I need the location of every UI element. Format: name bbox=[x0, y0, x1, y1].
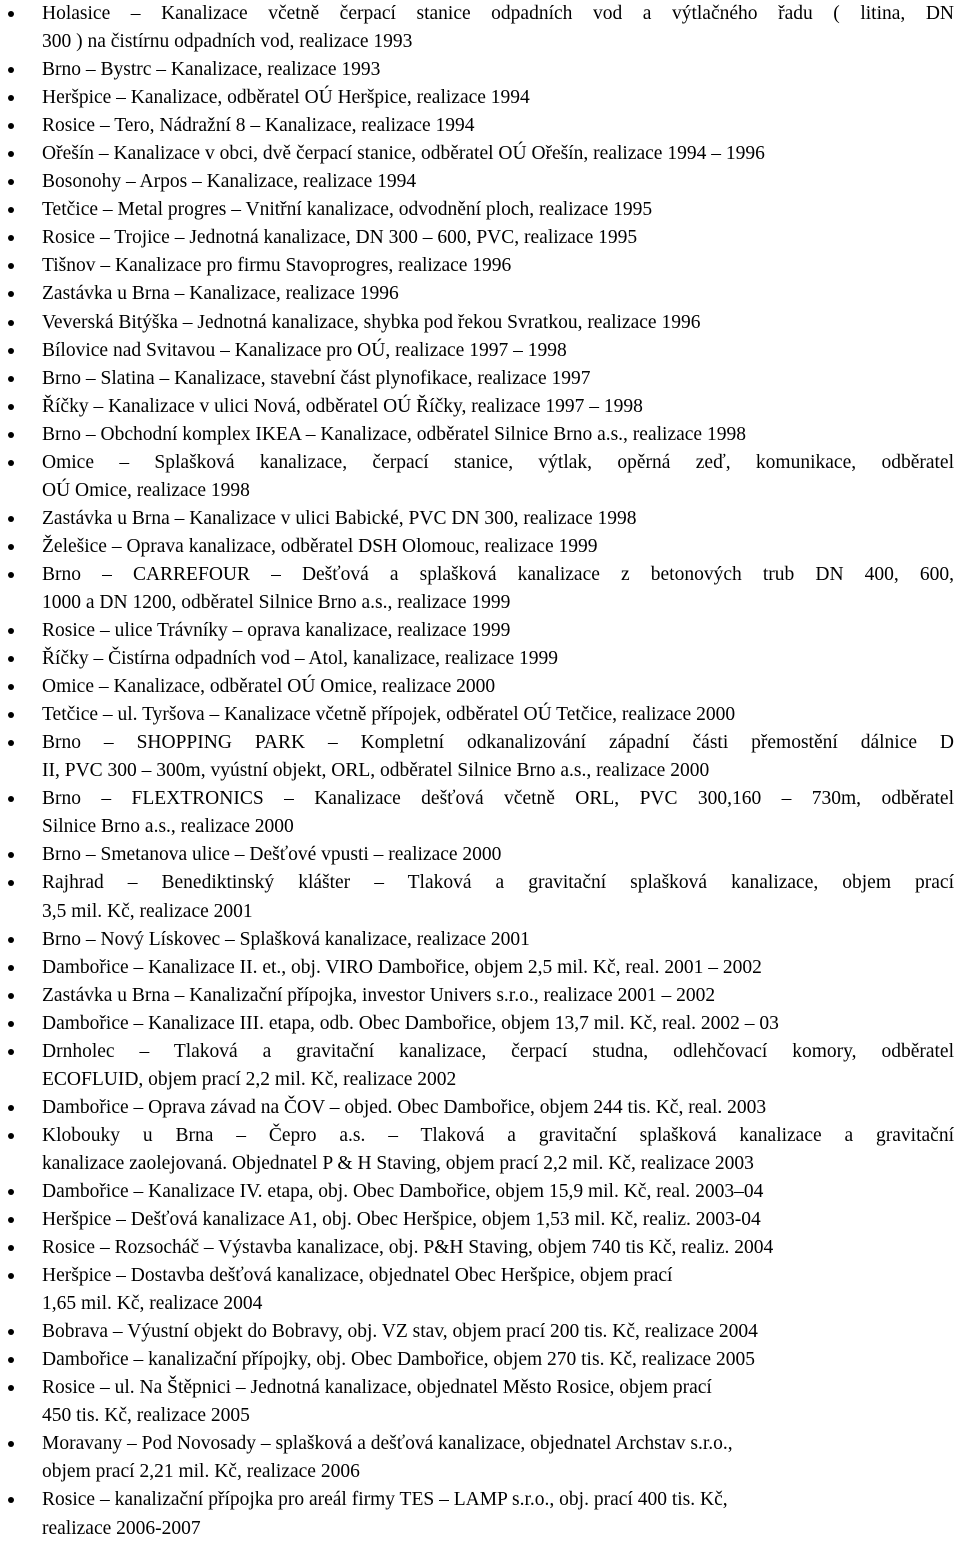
list-item-text: Brno – Nový Lískovec – Splašková kanalizace, realizace 2001 bbox=[42, 928, 530, 950]
list-item-text: Brno – Bystrc – Kanalizace, realizace 1993 bbox=[42, 59, 381, 81]
list-item-text: Dambořice – Oprava závad na ČOV – objed. Obec Dambořice, objem 244 tis. Kč, real. 2003 bbox=[42, 1096, 767, 1118]
list-item bbox=[0, 561, 960, 617]
list-item-text: Rosice – Tero, Nádražní 8 – Kanalizace, realizace 1994 bbox=[42, 115, 475, 137]
list-item bbox=[0, 673, 960, 701]
list-item-text: Dambořice – Kanalizace II. et., obj. VIRO Dambořice, objem 2,5 mil. Kč, real. 2001 – 2002 bbox=[42, 956, 762, 978]
list-item bbox=[0, 982, 960, 1010]
bullet-icon bbox=[8, 348, 14, 354]
bullet-icon bbox=[8, 460, 14, 466]
list-item-text: ECOFLUID, objem prací 2,2 mil. Kč, realizace 2002 bbox=[42, 1068, 457, 1090]
bullet-icon bbox=[8, 263, 14, 269]
list-item bbox=[0, 1374, 960, 1430]
list-item-text: Dambořice – Kanalizace IV. etapa, obj. Obec Dambořice, objem 15,9 mil. Kč, real. 2003–04 bbox=[42, 1180, 764, 1202]
list-item-text: Říčky – Čistírna odpadních vod – Atol, kanalizace, realizace 1999 bbox=[42, 648, 559, 670]
bullet-icon bbox=[8, 1245, 14, 1251]
list-item-text: Brno – SHOPPING PARK – Kompletní odkanalizování západní části přemostění dálnice D bbox=[42, 732, 954, 754]
list-item bbox=[0, 617, 960, 645]
list-item-text: II, PVC 300 – 300m, vyústní objekt, ORL, odběratel Silnice Brno a.s., realizace 2000 bbox=[42, 760, 710, 782]
list-item bbox=[0, 1206, 960, 1234]
list-item bbox=[0, 140, 960, 168]
list-item-text: Silnice Brno a.s., realizace 2000 bbox=[42, 816, 294, 838]
list-item bbox=[0, 1010, 960, 1038]
list-item-text: Klobouky u Brna – Čepro a.s. – Tlaková a gravitační splašková kanalizace a gravitační bbox=[42, 1124, 954, 1146]
list-item bbox=[0, 729, 960, 785]
list-item bbox=[0, 84, 960, 112]
bullet-icon bbox=[8, 1189, 14, 1195]
list-item-text: Rajhrad – Benediktinský klášter – Tlaková a gravitační splašková kanalizace, objem prací bbox=[42, 872, 954, 894]
list-item-text: Rosice – Rozsocháč – Výstavba kanalizace, obj. P&H Staving, objem 740 tis Kč, realiz. 2004 bbox=[42, 1237, 774, 1259]
bullet-icon bbox=[8, 291, 14, 297]
list-item-text: kanalizace zaolejovaná. Objednatel P & H Staving, objem prací 2,2 mil. Kč, realizace 2003 bbox=[42, 1152, 754, 1174]
list-item-text: objem prací 2,21 mil. Kč, realizace 2006 bbox=[42, 1461, 360, 1483]
bullet-icon bbox=[8, 544, 14, 550]
list-item-text: Drnholec – Tlaková a gravitační kanalizace, čerpací studna, odlehčovací komory, odběratel bbox=[42, 1040, 954, 1062]
list-item-text: 1,65 mil. Kč, realizace 2004 bbox=[42, 1293, 263, 1315]
list-item-text: 3,5 mil. Kč, realizace 2001 bbox=[42, 900, 253, 922]
list-item bbox=[0, 365, 960, 393]
list-item bbox=[0, 645, 960, 673]
list-item bbox=[0, 1486, 960, 1542]
bullet-icon bbox=[8, 1049, 14, 1055]
list-item bbox=[0, 309, 960, 337]
list-item-text: Rosice – kanalizační přípojka pro areál firmy TES – LAMP s.r.o., obj. prací 400 tis. Kč, bbox=[42, 1489, 728, 1511]
list-item bbox=[0, 196, 960, 224]
bullet-icon bbox=[8, 151, 14, 157]
bullet-icon bbox=[8, 1385, 14, 1391]
bullet-icon bbox=[8, 993, 14, 999]
list-item bbox=[0, 926, 960, 954]
bullet-icon bbox=[8, 656, 14, 662]
list-item bbox=[0, 280, 960, 308]
list-item bbox=[0, 785, 960, 841]
list-item bbox=[0, 1234, 960, 1262]
list-item-text: Bosonohy – Arpos – Kanalizace, realizace 1994 bbox=[42, 171, 417, 193]
list-item-text: Heršpice – Dešťová kanalizace A1, obj. Obec Heršpice, objem 1,53 mil. Kč, realiz. 2003-04 bbox=[42, 1209, 761, 1231]
list-item-text: Dambořice – Kanalizace III. etapa, odb. Obec Dambořice, objem 13,7 mil. Kč, real. 2002 – 03 bbox=[42, 1012, 779, 1034]
list-item-text: Bobrava – Výustní objekt do Bobravy, obj. VZ stav, objem prací 200 tis. Kč, realizace 2004 bbox=[42, 1321, 758, 1343]
list-item-text: Brno – Slatina – Kanalizace, stavební část plynofikace, realizace 1997 bbox=[42, 367, 591, 389]
bullet-icon bbox=[8, 852, 14, 858]
list-item-text: Želešice – Oprava kanalizace, odběratel DSH Olomouc, realizace 1999 bbox=[42, 535, 598, 557]
list-item bbox=[0, 0, 960, 56]
bullet-icon bbox=[8, 235, 14, 241]
bullet-icon bbox=[8, 628, 14, 634]
list-item-text: realizace 2006-2007 bbox=[42, 1517, 201, 1539]
bullet-icon bbox=[8, 179, 14, 185]
list-item-text: Bílovice nad Svitavou – Kanalizace pro OÚ, realizace 1997 – 1998 bbox=[42, 339, 567, 361]
list-item bbox=[0, 224, 960, 252]
list-item-text: Brno – Smetanova ulice – Dešťové vpusti – realizace 2000 bbox=[42, 844, 502, 866]
bullet-icon bbox=[8, 1217, 14, 1223]
list-item bbox=[0, 841, 960, 869]
list-item-text: Brno – CARREFOUR – Dešťová a splašková kanalizace z betonových trub DN 400, 600, bbox=[42, 563, 954, 585]
bullet-icon bbox=[8, 684, 14, 690]
list-item bbox=[0, 1038, 960, 1094]
bullet-icon bbox=[8, 1021, 14, 1027]
bullet-icon bbox=[8, 516, 14, 522]
bullet-icon bbox=[8, 712, 14, 718]
list-item-text: Heršpice – Kanalizace, odběratel OÚ Heršpice, realizace 1994 bbox=[42, 87, 530, 109]
list-item-text: Veverská Bitýška – Jednotná kanalizace, shybka pod řekou Svratkou, realizace 1996 bbox=[42, 311, 701, 333]
bullet-icon bbox=[8, 376, 14, 382]
list-item bbox=[0, 421, 960, 449]
list-item-text: Heršpice – Dostavba dešťová kanalizace, objednatel Obec Heršpice, objem prací bbox=[42, 1265, 673, 1287]
bullet-icon bbox=[8, 1105, 14, 1111]
bullet-icon bbox=[8, 965, 14, 971]
bullet-icon bbox=[8, 937, 14, 943]
list-item-text: 450 tis. Kč, realizace 2005 bbox=[42, 1405, 250, 1427]
list-item-text: Moravany – Pod Novosady – splašková a dešťová kanalizace, objednatel Archstav s.r.o., bbox=[42, 1433, 733, 1455]
list-item-text: Tetčice – ul. Tyršova – Kanalizace včetně přípojek, odběratel OÚ Tetčice, realizace 2000 bbox=[42, 704, 736, 726]
bullet-icon bbox=[8, 1357, 14, 1363]
bullet-icon bbox=[8, 320, 14, 326]
list-item-text: Holasice – Kanalizace včetně čerpací stanice odpadních vod a výtlačného řadu ( litina, DN bbox=[42, 3, 954, 24]
list-item-text: 300 ) na čistírnu odpadních vod, realizace 1993 bbox=[42, 31, 413, 53]
list-item-text: Ořešín – Kanalizace v obci, dvě čerpací stanice, odběratel OÚ Ořešín, realizace 1994 – 1996 bbox=[42, 143, 765, 165]
list-item-text: 1000 a DN 1200, odběratel Silnice Brno a.s., realizace 1999 bbox=[42, 591, 511, 613]
bullet-icon bbox=[8, 1273, 14, 1279]
bullet-icon bbox=[8, 123, 14, 129]
list-item-text: Zastávka u Brna – Kanalizace v ulici Babické, PVC DN 300, realizace 1998 bbox=[42, 507, 637, 529]
list-item bbox=[0, 1178, 960, 1206]
bullet-icon bbox=[8, 95, 14, 101]
list-item-text: Omice – Splašková kanalizace, čerpací stanice, výtlak, opěrná zeď, komunikace, odběratel bbox=[42, 451, 954, 473]
list-item bbox=[0, 252, 960, 280]
bullet-icon bbox=[8, 432, 14, 438]
bullet-icon bbox=[8, 740, 14, 746]
list-item bbox=[0, 701, 960, 729]
list-item-text: Brno – FLEXTRONICS – Kanalizace dešťová včetně ORL, PVC 300,160 – 730m, odběratel bbox=[42, 788, 954, 810]
list-item-text: Rosice – ul. Na Štěpnici – Jednotná kanalizace, objednatel Město Rosice, objem prací bbox=[42, 1377, 712, 1399]
list-item bbox=[0, 1430, 960, 1486]
list-item bbox=[0, 1318, 960, 1346]
bullet-icon bbox=[8, 67, 14, 73]
bullet-icon bbox=[8, 1497, 14, 1503]
list-item bbox=[0, 1262, 960, 1318]
bullet-icon bbox=[8, 796, 14, 802]
list-item bbox=[0, 56, 960, 84]
list-item bbox=[0, 954, 960, 982]
list-item-text: Rosice – ulice Trávníky – oprava kanalizace, realizace 1999 bbox=[42, 620, 511, 642]
list-item bbox=[0, 112, 960, 140]
list-item bbox=[0, 1346, 960, 1374]
list-item-text: Brno – Obchodní komplex IKEA – Kanalizace, odběratel Silnice Brno a.s., realizace 1998 bbox=[42, 423, 746, 445]
bullet-icon bbox=[8, 11, 14, 17]
list-item-text: Tetčice – Metal progres – Vnitřní kanalizace, odvodnění ploch, realizace 1995 bbox=[42, 199, 653, 221]
list-item bbox=[0, 1122, 960, 1178]
bullet-icon bbox=[8, 1329, 14, 1335]
bullet-icon bbox=[8, 572, 14, 578]
list-item-text: Dambořice – kanalizační přípojky, obj. Obec Dambořice, objem 270 tis. Kč, realizace 2005 bbox=[42, 1349, 755, 1371]
list-item bbox=[0, 393, 960, 421]
list-item-text: Říčky – Kanalizace v ulici Nová, odběratel OÚ Říčky, realizace 1997 – 1998 bbox=[42, 395, 643, 417]
list-item-text: Zastávka u Brna – Kanalizace, realizace 1996 bbox=[42, 283, 399, 305]
bullet-icon bbox=[8, 1441, 14, 1447]
list-item-text: Tišnov – Kanalizace pro firmu Stavoprogres, realizace 1996 bbox=[42, 255, 512, 277]
list-item bbox=[0, 533, 960, 561]
bullet-icon bbox=[8, 404, 14, 410]
list-item bbox=[0, 869, 960, 925]
list-item bbox=[0, 337, 960, 365]
bullet-icon bbox=[8, 1133, 14, 1139]
list-item bbox=[0, 505, 960, 533]
list-item-text: Rosice – Trojice – Jednotná kanalizace, DN 300 – 600, PVC, realizace 1995 bbox=[42, 227, 638, 249]
list-item bbox=[0, 168, 960, 196]
list-item-text: Zastávka u Brna – Kanalizační přípojka, investor Univers s.r.o., realizace 2001 – 2002 bbox=[42, 984, 716, 1006]
list-item-text: Omice – Kanalizace, odběratel OÚ Omice, realizace 2000 bbox=[42, 676, 496, 698]
list-item-text: OÚ Omice, realizace 1998 bbox=[42, 479, 250, 501]
list-item bbox=[0, 449, 960, 505]
bullet-icon bbox=[8, 207, 14, 213]
bullet-icon bbox=[8, 880, 14, 886]
list-item bbox=[0, 1094, 960, 1122]
